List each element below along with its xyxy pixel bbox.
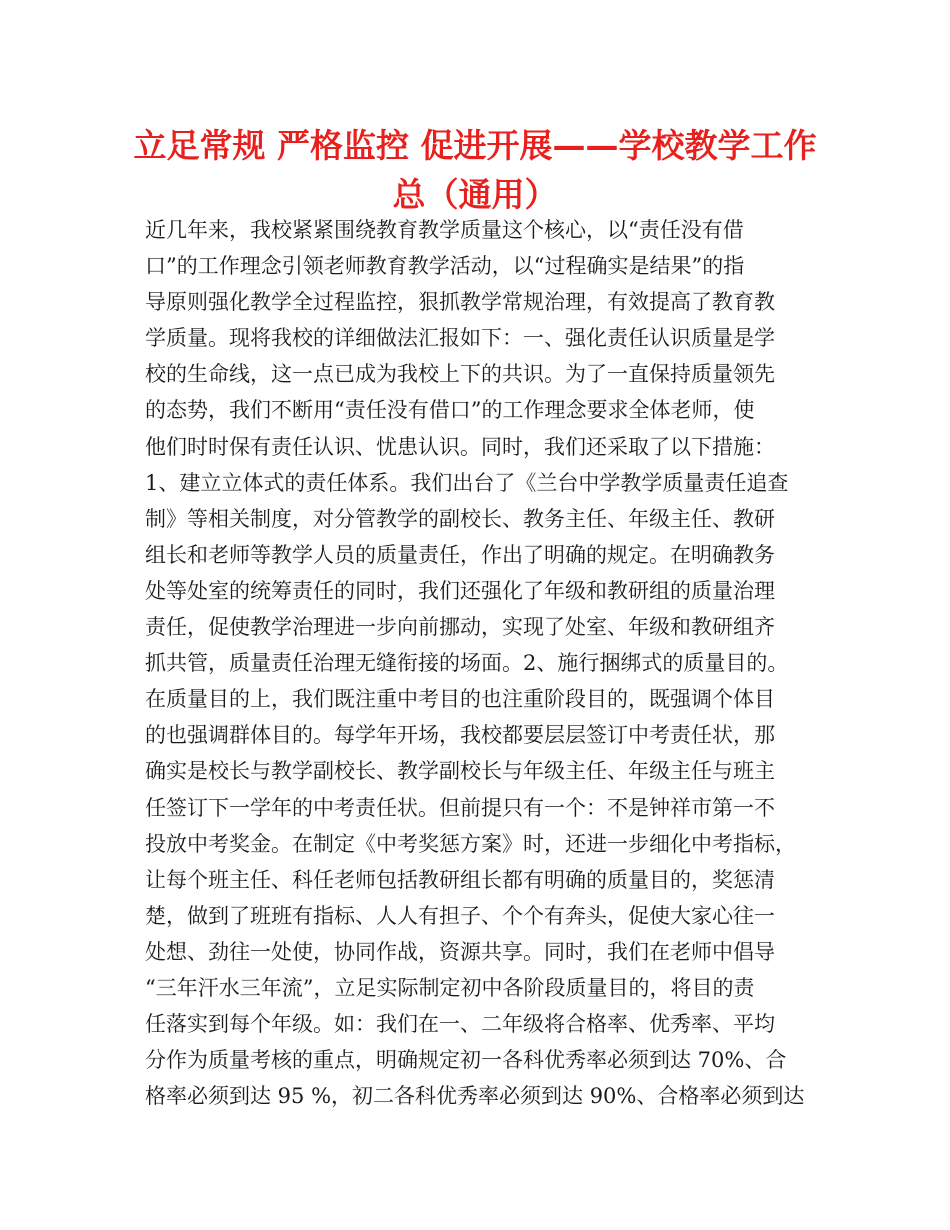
body-text-line: 导原则强化教学全过程监控，狠抓教学常规治理，有效提高了教育教 (145, 290, 775, 315)
body-text-line: 任签订下一学年的中考责任状。但前提只有一个：不是钟祥市第一不 (145, 795, 775, 820)
body-text-line: 让每个班主任、科任老师包括教研组长都有明确的质量目的，奖惩清 (145, 867, 775, 892)
body-text-line: 投放中考奖金。在制定《中考奖惩方案》时，还进一步细化中考指标， (145, 831, 796, 856)
body-text-line: 制》等相关制度，对分管教学的副校长、教务主任、年级主任、教研 (145, 506, 775, 531)
body-text-line: 处想、劲往一处使，协同作战，资源共享。同时，我们在老师中倡导 (145, 939, 775, 964)
body-text-line: 组长和老师等教学人员的质量责任，作出了明确的规定。在明确教务 (145, 542, 775, 567)
body-text-line: 任落实到每个年级。如：我们在一、二年级将合格率、优秀率、平均 (145, 1012, 775, 1037)
body-text-line: 楚，做到了班班有指标、人人有担子、个个有奔头，促使大家心往一 (145, 903, 775, 928)
body-text-line: 校的生命线，这一点已成为我校上下的共识。为了一直保持质量领先 (145, 362, 775, 387)
document-body (145, 212, 825, 1114)
body-text-line: “三年汗水三年流”，立足实际制定初中各阶段质量目的，将目的责 (145, 975, 755, 1000)
document-title-line-1: 立足常规 严格监控 促进开展——学校教学工作 (133, 126, 817, 165)
body-text-line: 处等处室的统筹责任的同时，我们还强化了年级和教研组的质量治理 (145, 578, 775, 603)
body-text-line: 的也强调群体目的。每学年开场，我校都要层层签订中考责任状，那 (145, 723, 775, 748)
body-text-line: 分作为质量考核的重点，明确规定初一各科优秀率必须到达 70%、合 (145, 1048, 787, 1073)
body-text-line: 确实是校长与教学副校长、教学副校长与年级主任、年级主任与班主 (145, 759, 775, 784)
document-title-line-2: 总（通用） (392, 175, 558, 214)
body-text-line: 近几年来，我校紧紧围绕教育教学质量这个核心，以“责任没有借 (145, 218, 744, 242)
body-text-line: 1、建立立体式的责任体系。我们出台了《兰台中学教学质量责任追查 (145, 470, 789, 495)
body-text-line: 格率必须到达 95 %，初二各科优秀率必须到达 90%、合格率必须到达 (145, 1084, 805, 1109)
body-text-line: 的态势，我们不断用“责任没有借口”的工作理念要求全体老师，使 (145, 398, 755, 423)
body-text-line: 口”的工作理念引领老师教育教学活动，以“过程确实是结果”的指 (145, 254, 745, 279)
body-text-line: 抓共管，质量责任治理无缝衔接的场面。2、施行捆绑式的质量目的。 (145, 651, 789, 676)
body-text-line: 责任，促使教学治理进一步向前挪动，实现了处室、年级和教研组齐 (145, 615, 775, 640)
body-text-line: 学质量。现将我校的详细做法汇报如下：一、强化责任认识质量是学 (145, 326, 775, 351)
body-text-line: 在质量目的上，我们既注重中考目的也注重阶段目的，既强调个体目 (145, 687, 775, 712)
body-text-line: 他们时时保有责任认识、忧患认识。同时，我们还采取了以下措施： (145, 434, 775, 459)
